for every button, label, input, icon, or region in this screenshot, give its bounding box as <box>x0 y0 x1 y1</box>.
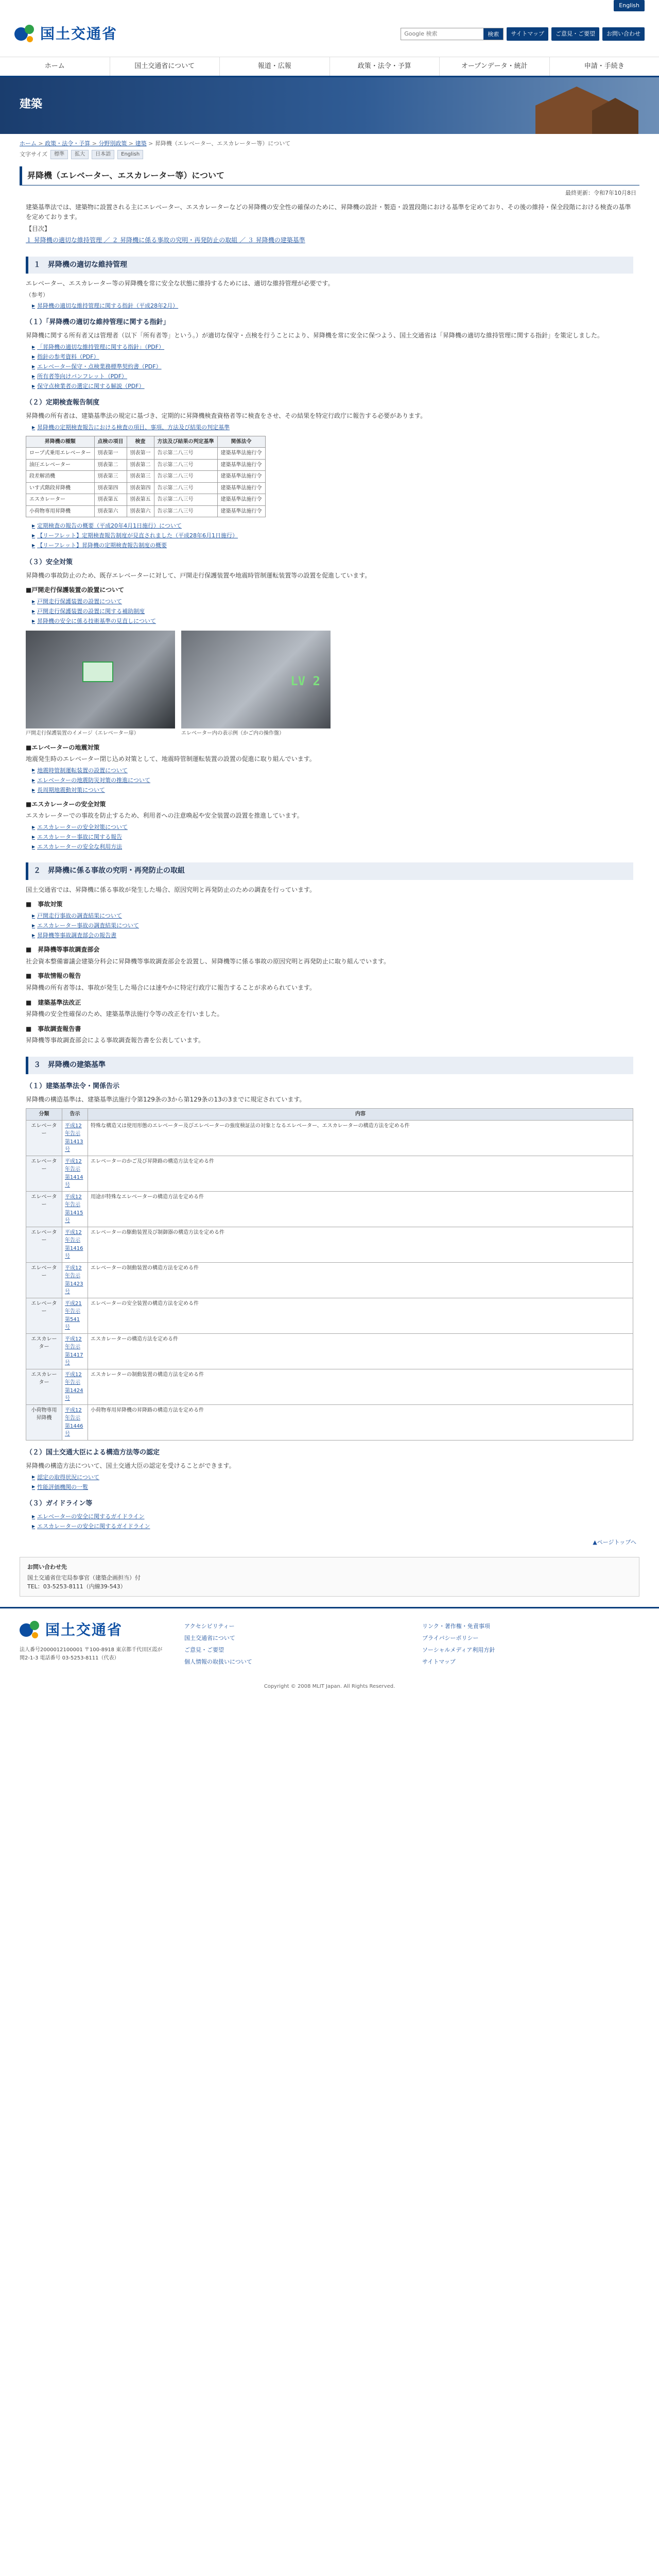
footer-col-1 <box>184 1619 402 1669</box>
page-top-link-wrap <box>0 1533 659 1552</box>
table-cell: 告示第二八三号 <box>154 494 217 506</box>
gnav-about[interactable]: 国土交通省について <box>110 57 220 76</box>
contact-title: お問い合わせ先 <box>27 1563 67 1570</box>
photo-caption: エレベーター内の表示例（かご内の操作盤） <box>181 731 284 736</box>
door-protection-link[interactable]: ▶ 昇降機の安全に係る技術基準の見直しについて <box>32 617 633 625</box>
table-cell: 用途が特殊なエレベーターの構造方法を定める件 <box>88 1191 633 1227</box>
table-cell: 建築基準法施行令 <box>217 482 265 494</box>
table-cell: 段差解消機 <box>26 471 95 483</box>
table-cell: エスカレーター <box>26 1369 62 1404</box>
table-cell[interactable]: 平成12年告示第1415号 <box>62 1191 88 1227</box>
table-cell[interactable]: 平成12年告示第1414号 <box>62 1156 88 1191</box>
accident-links <box>32 911 633 940</box>
section1-ref-link[interactable]: ▶ 昇降機の適切な維持管理に関する指針（平成28年2月） <box>32 301 633 310</box>
gnav-policy[interactable]: 政策・法令・予算 <box>330 57 440 76</box>
table-cell[interactable]: 平成12年告示第1424号 <box>62 1369 88 1404</box>
table-cell: 別表第四 <box>127 482 154 494</box>
contact-tel: TEL：03-5253-8111（内線39-543） <box>27 1583 126 1590</box>
site-footer <box>0 1607 659 1674</box>
accident-link[interactable]: ▶ 戸開走行事故の調査結果について <box>32 911 633 920</box>
guidelines-link[interactable]: ▶ エスカレーターの安全に関するガイドライン <box>32 1522 633 1531</box>
committee-body: 社会資本整備審議会建築分科会に昇降機等事故調査部会を設置し、昇降機等に係る事故の原因究明と再発防止に取り組んでいます。 <box>26 957 390 965</box>
table-row <box>26 1369 633 1404</box>
table-row <box>26 471 266 483</box>
table-cell: 建築基準法施行令 <box>217 471 265 483</box>
earthquake-link[interactable]: ▶ 地震時管制運転装置の設置について <box>32 766 633 775</box>
footer-link[interactable]: ソーシャルメディア利用方針 <box>422 1647 495 1654</box>
table-cell: エスカレーター <box>26 1333 62 1369</box>
earthquake-link[interactable]: ▶ 長周期地震動対策について <box>32 786 633 794</box>
gnav-opendata[interactable]: オープンデータ・統計 <box>440 57 550 76</box>
table-cell: エレベーターのかご及び昇降路の構造方法を定める件 <box>88 1156 633 1191</box>
guideline-link[interactable]: ▶ 所有者等向けパンフレット（PDF） <box>32 372 633 381</box>
section3-heading: ３ 昇降機の建築基準 <box>26 1057 633 1074</box>
law-revision-heading: ■ 建築基準法改正 <box>26 998 81 1006</box>
table-cell: エレベーター <box>26 1191 62 1227</box>
global-nav <box>0 57 659 77</box>
certification-heading: （２）国土交通大臣による構造方法等の認定 <box>26 1448 160 1456</box>
table-cell: 建築基準法施行令 <box>217 505 265 517</box>
subsection-inspection-body: 昇降機の所有者は、建築基準法の規定に基づき、定期的に昇降機検査資格者等に検査をさせ、その結果を特定行政庁に報告する必要があります。 <box>26 412 427 420</box>
breadcrumb <box>0 134 659 148</box>
section2-heading: ２ 昇降機に係る事故の究明・再発防止の取組 <box>26 862 633 880</box>
inspection-notes <box>32 521 633 550</box>
last-updated: 最終更新：令和7年10月8日 <box>565 190 636 197</box>
law-revision-body: 昇降機の安全性確保のため、建築基準法施行令等の改正を行いました。 <box>26 1010 223 1018</box>
earthquake-link[interactable]: ▶ エレベーターの地震防災対策の推進について <box>32 776 633 785</box>
table-row <box>26 482 266 494</box>
table-cell: 小荷物専用昇降機 <box>26 505 95 517</box>
table-cell: エスカレーター <box>26 494 95 506</box>
text-size-large[interactable]: 拡大 <box>71 150 89 159</box>
table-row <box>26 1333 633 1369</box>
section1-ref-list <box>32 301 633 310</box>
subsection-safety-body: 昇降機の事故防止のため、既存エレベーターに対して、戸開走行保護装置や地震時管制運転装置等の設置を促進しています。 <box>26 571 371 579</box>
toc-label: 【目次】 <box>26 225 51 232</box>
table-cell: 建築基準法施行令 <box>217 494 265 506</box>
table-header-cell: 告示 <box>62 1109 88 1121</box>
toc-links[interactable]: １ 昇降機の適切な維持管理 ／ ２ 昇降機に係る事故の究明・再発防止の取組 ／ ３ 昇降機の建築基準 <box>26 236 305 244</box>
guidelines-link[interactable]: ▶ エレベーターの安全に関するガイドライン <box>32 1512 633 1521</box>
investigation-body: 昇降機等事故調査部会による事故調査報告書を公表しています。 <box>26 1037 205 1044</box>
guideline-links <box>32 343 633 391</box>
table-cell: 別表第六 <box>127 505 154 517</box>
contact-box <box>20 1557 639 1597</box>
table-row <box>26 1262 633 1298</box>
escalator-link[interactable]: ▶ エスカレーターの安全対策について <box>32 823 633 832</box>
table-row <box>26 1298 633 1333</box>
footer-logo-block <box>20 1619 164 1669</box>
table-cell[interactable]: 別表第六 <box>94 505 127 517</box>
table-cell: 告示第二八三号 <box>154 482 217 494</box>
table-cell[interactable]: 平成21年告示第541号 <box>62 1298 88 1333</box>
table-cell[interactable]: 別表第五 <box>94 494 127 506</box>
footer-col-2 <box>422 1619 639 1669</box>
table-cell: エスカレーターの構造方法を定める件 <box>88 1333 633 1369</box>
breadcrumb-current: > 昇降機（エレベーター、エスカレーター等）について <box>147 140 291 147</box>
table-cell: 特殊な構造又は使用形態のエレベーター及びエレベーターの強度検証法の対象となるエレベーター、エスカレーターの構造方法を定める件 <box>88 1120 633 1156</box>
earthquake-body: 地震発生時のエレベーター閉じ込め対策として、地震時管制運転装置の設置の促進に取り組んでいます。 <box>26 755 316 763</box>
notification-table-body <box>26 1120 633 1440</box>
mlit-logo-icon <box>20 1620 40 1640</box>
search-button[interactable]: 検索 <box>483 28 503 40</box>
feedback-button[interactable]: ご意見・ご要望 <box>551 27 599 40</box>
escalator-links <box>32 823 633 851</box>
inspection-links <box>32 423 633 432</box>
table-cell[interactable]: 平成12年告示第1416号 <box>62 1227 88 1262</box>
certification-links <box>32 1473 633 1492</box>
table-cell[interactable]: 平成12年告示第1417号 <box>62 1333 88 1369</box>
table-row <box>26 1404 633 1440</box>
footer-link[interactable]: プライバシーポリシー <box>422 1635 479 1642</box>
table-cell[interactable]: 別表第一 <box>94 448 127 460</box>
footer-address: 法人番号2000012100001 〒100-8918 東京都千代田区霞が関2-1-3 電話番号 03-5253-8111（代表） <box>20 1647 163 1661</box>
table-cell: 小荷物専用昇降機 <box>26 1404 62 1440</box>
table-header-cell: 方法及び結果の判定基準 <box>154 436 217 448</box>
accident-link[interactable]: ▶ エスカレーター事故の調査結果について <box>32 921 633 930</box>
escalator-link[interactable]: ▶ エスカレーター事故に関する報告 <box>32 833 633 841</box>
table-cell[interactable]: 別表第三 <box>94 471 127 483</box>
breadcrumb-home[interactable]: ホーム <box>20 140 37 147</box>
table-row <box>26 448 266 460</box>
table-header-row <box>26 1109 633 1121</box>
accident-heading: ■ 事故対策 <box>26 901 63 908</box>
table-cell: 別表第三 <box>127 471 154 483</box>
contact-button[interactable]: お問い合わせ <box>602 27 645 40</box>
certification-body: 昇降機の構造方法について、国土交通大臣の認定を受けることができます。 <box>26 1462 235 1469</box>
table-cell[interactable]: 別表第二 <box>94 459 127 471</box>
table-header-cell: 分類 <box>26 1109 62 1121</box>
table-row <box>26 505 266 517</box>
table-header-row <box>26 436 266 448</box>
table-cell: 告示第二八三号 <box>154 448 217 460</box>
table-cell: 告示第二八三号 <box>154 471 217 483</box>
report-body: 昇降機の所有者等は、事故が発生した場合には速やかに特定行政庁に報告することが求められています。 <box>26 984 316 991</box>
site-logo-text: 国土交通省 <box>40 25 118 43</box>
site-header <box>0 11 659 57</box>
standards-heading: （１）建築基準法令・関係告示 <box>26 1082 120 1090</box>
table-cell: 建築基準法施行令 <box>217 459 265 471</box>
header-tools <box>401 27 645 40</box>
breadcrumb-building[interactable]: > 建築 <box>127 140 146 147</box>
copyright: Copyright © 2008 MLIT Japan. All Rights Reserved. <box>264 1684 395 1690</box>
site-logo[interactable] <box>14 23 117 45</box>
main-content <box>0 202 659 1531</box>
contact-org: 国土交通省住宅局参事官（建築企画担当）付 <box>27 1574 141 1581</box>
guidelines-heading: （３）ガイドライン等 <box>26 1499 93 1507</box>
table-cell: ロープ式乗用エレベーター <box>26 448 95 460</box>
notification-table <box>26 1108 633 1440</box>
banner-title: 建築 <box>20 98 43 111</box>
section1-heading: １ 昇降機の適切な維持管理 <box>26 257 633 274</box>
inspection-note-link[interactable]: ▶ 【リーフレット】定期検査報告制度が見直されました（平成28年6月1日施行） <box>32 531 633 540</box>
inspection-table <box>26 436 266 518</box>
table-cell: エレベーター <box>26 1262 62 1298</box>
table-row <box>26 1120 633 1156</box>
photo-figure-2 <box>181 631 331 738</box>
english-link[interactable]: English <box>614 0 645 11</box>
certification-link[interactable]: ▶ 性能評価機関の一覧 <box>32 1483 633 1492</box>
mlit-logo-icon <box>14 24 35 44</box>
footer-logo-text: 国土交通省 <box>45 1621 123 1639</box>
footer-logo[interactable] <box>20 1619 164 1641</box>
elevator-door-photo <box>26 631 175 728</box>
section1-body: エレベーター、エスカレーター等の昇降機を常に安全な状態に維持するためには、適切な維持管理が必要です。 <box>26 280 334 287</box>
lang-japanese[interactable]: 日本語 <box>92 150 114 159</box>
table-cell[interactable]: 平成12年告示第1423号 <box>62 1262 88 1298</box>
table-row <box>26 494 266 506</box>
table-header-cell: 検査 <box>127 436 154 448</box>
table-cell: 建築基準法施行令 <box>217 448 265 460</box>
investigation-heading: ■ 事故調査報告書 <box>26 1025 81 1032</box>
table-cell: 別表第二 <box>127 459 154 471</box>
table-cell: エレベーターの駆動装置及び制御器の構造方法を定める件 <box>88 1227 633 1262</box>
table-row <box>26 1156 633 1191</box>
top-strip <box>0 0 659 11</box>
table-cell: 告示第二八三号 <box>154 505 217 517</box>
report-heading: ■ 事故情報の報告 <box>26 972 81 980</box>
inspection-note-link[interactable]: ▶ 【リーフレット】昇降機の定期検査報告制度の概要 <box>32 541 633 550</box>
table-header-cell: 関係法令 <box>217 436 265 448</box>
footer-link[interactable]: リンク・著作権・免責事項 <box>422 1623 490 1630</box>
table-cell: 告示第二八三号 <box>154 459 217 471</box>
exit-sign-icon <box>82 662 113 682</box>
escalator-heading: ■エスカレーターの安全対策 <box>26 800 106 808</box>
section2-body: 国土交通省では、昇降機に係る事故が発生した場合、原因究明と再発防止のための調査を行っています。 <box>26 886 316 893</box>
subsection-inspection-heading: （２）定期検査報告制度 <box>26 399 100 407</box>
table-cell: エレベーター <box>26 1120 62 1156</box>
breadcrumb-field[interactable]: > 分野別政策 <box>90 140 127 147</box>
subsection-guideline-heading: （１）「昇降機の適切な維持管理に関する指針」 <box>26 318 170 327</box>
page-banner <box>0 77 659 134</box>
table-cell: いす式階段昇降機 <box>26 482 95 494</box>
guideline-link[interactable]: ▶ 保守点検業者の選定に関する解説（PDF） <box>32 382 633 391</box>
table-cell: 小荷物専用昇降機の昇降路の構造方法を定める件 <box>88 1404 633 1440</box>
table-cell: 別表第一 <box>127 448 154 460</box>
subsection-guideline-body: 昇降機に関する所有者又は管理者（以下「所有者等」という。）が適切な保守・点検を行うことにより、昇降機を常に安全に保つよう、国土交通省は「昇降機の適切な維持管理に関する指針」を策定しました。 <box>26 332 604 340</box>
search-box <box>401 28 504 40</box>
footer-link[interactable]: サイトマップ <box>422 1658 456 1666</box>
footer-link[interactable]: ご意見・ご要望 <box>184 1647 224 1654</box>
footer-link[interactable]: 個人情報の取扱いについて <box>184 1658 252 1666</box>
table-cell[interactable]: 別表第四 <box>94 482 127 494</box>
photo-caption: 戸開走行保護装置のイメージ（エレベーター扉） <box>26 731 139 736</box>
text-size-label: 文字サイズ <box>20 151 48 158</box>
certification-link[interactable]: ▶ 認定の取得状況について <box>32 1473 633 1482</box>
gnav-procedures[interactable]: 申請・手続き <box>584 62 625 70</box>
table-cell: エレベーターの制動装置の構造方法を定める件 <box>88 1262 633 1298</box>
standards-body: 昇降機の構造基準は、建築基準法施行令第129条の3から第129条の13の3までに規定されています。 <box>26 1095 306 1103</box>
earthquake-links <box>32 766 633 794</box>
door-protection-heading: ■戸開走行保護装置の設置について <box>26 586 125 594</box>
accident-link[interactable]: ▶ 昇降機等事故調査部会の報告書 <box>32 931 633 940</box>
committee-heading: ■ 昇降機等事故調査部会 <box>26 946 100 954</box>
sitemap-button[interactable]: サイトマップ <box>507 27 548 40</box>
escalator-link[interactable]: ▶ エスカレーターの安全な利用方法 <box>32 842 633 851</box>
table-header-cell: 昇降機の種類 <box>26 436 95 448</box>
subsection-safety-heading: （３）安全対策 <box>26 558 73 566</box>
table-row <box>26 1227 633 1262</box>
footer-link[interactable]: 国土交通省について <box>184 1635 235 1642</box>
table-row <box>26 1191 633 1227</box>
table-cell: エレベーター <box>26 1298 62 1333</box>
table-row <box>26 459 266 471</box>
table-header-cell: 内容 <box>88 1109 633 1121</box>
door-protection-links <box>32 597 633 625</box>
breadcrumb-policy[interactable]: > 政策・法令・予算 <box>37 140 90 147</box>
guideline-link[interactable]: ▶ 指針の参考資料（PDF） <box>32 352 633 361</box>
level-display: LV 2 <box>290 674 320 688</box>
photo-row <box>26 631 633 738</box>
door-protection-link[interactable]: ▶ 戸開走行保護装置の設置について <box>32 597 633 606</box>
table-cell: エレベーター <box>26 1156 62 1191</box>
elevator-panel-photo <box>181 631 331 728</box>
guidelines-links <box>32 1512 633 1531</box>
inspection-note-link[interactable]: ▶ 定期検査の報告の概要（平成20年4月1日施行）について <box>32 521 633 530</box>
footer-link[interactable]: アクセシビリティー <box>184 1623 235 1630</box>
inspection-table-body <box>26 448 266 517</box>
page-title: 昇降機（エレベーター、エスカレーター等）について <box>20 166 639 186</box>
inspection-link[interactable]: ▶ 昇降機の定期検査報告における検査の項目、事項、方法及び結果の判定基準 <box>32 423 633 432</box>
search-input[interactable] <box>401 28 483 40</box>
table-cell[interactable]: 平成12年告示第1413号 <box>62 1120 88 1156</box>
guideline-link[interactable]: ▶ エレベーター保守・点検業務標準契約書（PDF） <box>32 362 633 371</box>
table-cell: エレベーター <box>26 1227 62 1262</box>
lang-english[interactable]: English <box>117 150 143 159</box>
escalator-body: エスカレーターでの事故を防止するため、利用者への注意喚起や安全装置の設置を推進しています。 <box>26 812 303 820</box>
gnav-home[interactable]: ホーム <box>0 57 110 76</box>
table-cell: エレベーターの安全装置の構造方法を定める件 <box>88 1298 633 1333</box>
table-header-cell: 点検の項目 <box>94 436 127 448</box>
earthquake-heading: ■エレベーターの地震対策 <box>26 743 100 751</box>
table-cell[interactable]: 平成12年告示第1446号 <box>62 1404 88 1440</box>
intro-text: 建築基準法では、建築物に設置される主にエレベーター、エスカレーターなどの昇降機の安全性の確保のために、昇降機の設計・製造・設置段階における基準を定めており、その後の維持・保全段階における検査の基準を定めております。 <box>26 204 631 221</box>
text-size-standard[interactable]: 標準 <box>50 150 68 159</box>
section1-ref-label: （参考） <box>26 292 48 299</box>
gnav-press[interactable]: 報道・広報 <box>220 57 330 76</box>
table-cell: 油圧エレベーター <box>26 459 95 471</box>
table-cell: エスカレーターの制動装置の構造方法を定める件 <box>88 1369 633 1404</box>
text-size-bar <box>0 148 659 162</box>
photo-figure-1 <box>26 631 175 738</box>
page-top-link[interactable]: ▲ページトップへ <box>593 1538 636 1546</box>
door-protection-link[interactable]: ▶ 戸開走行保護装置の設置に関する補助制度 <box>32 607 633 616</box>
table-cell: 別表第五 <box>127 494 154 506</box>
guideline-link[interactable]: ▶ 「昇降機の適切な維持管理に関する指針」（PDF） <box>32 343 633 351</box>
